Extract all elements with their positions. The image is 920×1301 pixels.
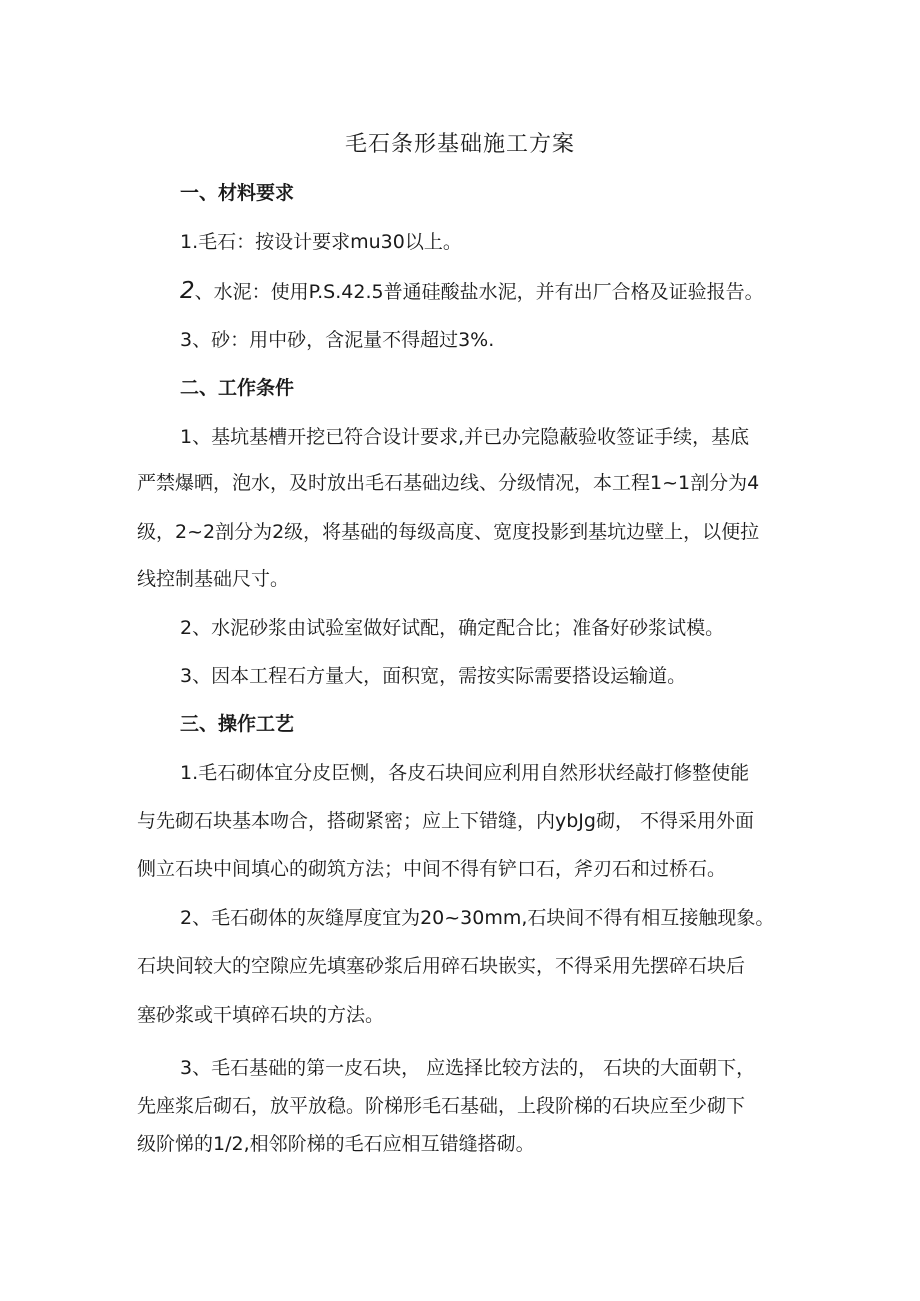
paragraph-transport: 3、因本工程石方量大，面积宽，需按实际需要搭设运输道。 [180,665,687,687]
section-heading-conditions: 二、工作条件 [180,377,295,399]
paragraph-line: 1、基坑基槽开挖已符合设计要求,并已办完隐蔽验收签证手续，基底 [180,426,750,448]
paragraph-cement [180,276,764,307]
paragraph-line: 严禁爆晒，泡水，及时放出毛石基础边线、分级情况，本工程1~1剖分为4 [137,472,760,494]
paragraph-line: 级，2~2剖分为2级，将基础的每级高度、宽度投影到基坑边壁上，以便拉 [137,521,760,543]
paragraph-line: 与先砌石块基本吻合，搭砌紧密；应上下错缝，内ybJg砌， 不得采用外面 [137,810,755,832]
paragraph-line: 线控制基础尺寸。 [137,568,290,590]
paragraph-line: 级阶悌的1/2,相邻阶梯的毛石应相互错缝搭砌。 [137,1133,535,1155]
paragraph-line: 石块间较大的空隙应先填塞砂浆后用碎石块嵌实，不得采用先摆碎石块后 [137,955,746,977]
paragraph-sand: 3、砂：用中砂，含泥量不得超过3%. [180,329,495,351]
paragraph-line: 1.毛石砌体宜分皮臣恻，各皮石块间应利用自然形状经敲打修整使能 [180,762,750,784]
paragraph-line: 先座浆后砌石，放平放稳。阶梯形毛石基础，上段阶梯的石块应至少砌下 [137,1095,746,1117]
paragraph-line: 2、毛石砌体的灰缝厚度宜为20~30mm,石块间不得有相互接触现象。 [180,907,775,929]
paragraph-line: 侧立石块中间填心的砌筑方法；中间不得有铲口石，斧刃石和过桥石。 [137,858,727,880]
paragraph-line: 3、毛石基础的第一皮石块， 应选择比较方法的， 石块的大面朝下， [180,1057,756,1079]
paragraph-line: 塞砂浆或干填碎石块的方法。 [137,1004,385,1026]
document-title: 毛石条形基础施工方案 [344,132,575,157]
paragraph-mortar: 2、水泥砂浆由试验室做好试配，确定配合比；准备好砂浆试模。 [180,617,725,639]
section-heading-materials: 一、材料要求 [180,182,295,204]
paragraph-cement-text: 、水泥：使用P.S.42.5普通硅酸盐水泥，并有出厂合格及证验报告。 [194,281,764,303]
section-heading-process: 三、操作工艺 [180,713,295,735]
item-number: 2 [180,278,195,304]
paragraph-stone: 1.毛石：按设计要求mu30以上。 [180,231,462,253]
